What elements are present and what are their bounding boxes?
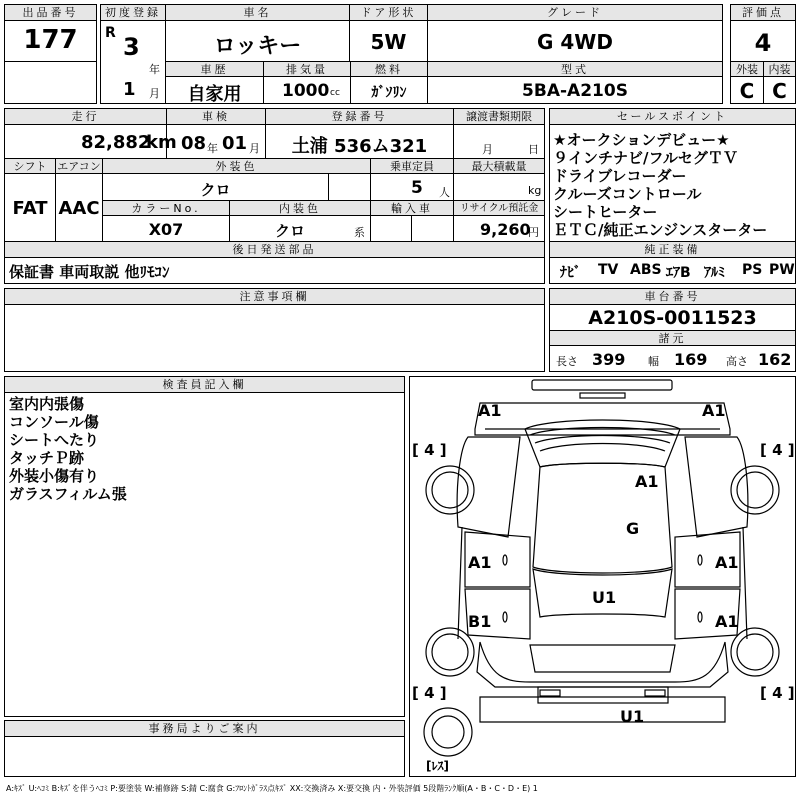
tire-tread-rear-right: [ 4 ] [760, 684, 795, 702]
inspector-label: 検査員記入欄 [4, 376, 405, 393]
chassis-number: A210S-0011523 [588, 307, 757, 329]
interior-color-label: 内装色 [229, 200, 371, 216]
equipment-cell [549, 257, 796, 284]
door-type: 5W [370, 30, 407, 54]
length: 399 [592, 350, 626, 369]
recycle-deposit-cell [453, 215, 545, 242]
exterior-grade-cell [730, 76, 764, 104]
interior-color-unit: 系 [354, 226, 365, 239]
office-cell [4, 736, 405, 777]
sales-point-item: ドライブレコーダー [553, 167, 687, 185]
door-cell [349, 20, 428, 62]
exterior-color-cell [102, 173, 329, 201]
sales-points-label: セールスポイント [549, 108, 796, 125]
air-conditioner-label: エアコン [55, 158, 103, 174]
sales-point-item: ＥＴＣ/純正エンジンスターター [553, 221, 768, 239]
car-diagram-drawing [410, 377, 795, 776]
recycle-deposit-label: リサイクル預託金 [453, 200, 545, 216]
equipment-navi: ﾅﾋﾞ [560, 265, 581, 281]
lot-number: 177 [23, 25, 78, 55]
color-number-cell [102, 215, 230, 242]
fuel-cell [350, 76, 428, 104]
width: 169 [674, 350, 708, 369]
damage-diagram [409, 376, 796, 777]
damage-mark: U1 [620, 707, 645, 726]
damage-mark: A1 [635, 472, 659, 491]
damage-mark: A1 [715, 612, 739, 631]
mileage-cell [4, 124, 177, 159]
shift-label: シフト [4, 158, 56, 174]
damage-mark: A1 [702, 401, 726, 420]
length-label: 長さ [556, 355, 578, 368]
max-load-unit: kg [528, 184, 542, 197]
equipment-airbag: ｴｱB [666, 265, 691, 281]
sales-point-item: ９インチナビ/フルセグＴＶ [553, 149, 738, 167]
recycle-deposit-unit: 円 [528, 226, 539, 239]
history-cell [165, 76, 264, 104]
seats-unit: 人 [439, 186, 450, 199]
inspection-label: 車検 [166, 108, 266, 125]
exterior-color: クロ [200, 181, 231, 199]
equipment-tv: TV [598, 262, 619, 278]
overall-score: 4 [754, 29, 772, 57]
registration-number: 土浦 536ム321 [291, 136, 428, 157]
history: 自家用 [187, 84, 242, 105]
inspector-note: ガラスフィルム張 [9, 485, 127, 503]
accessories-text: 保証書 車両取説 他ﾘﾓｺﾝ [9, 263, 170, 281]
sales-point-item: シートヒーター [553, 203, 658, 221]
model-code: 5BA-A210S [522, 81, 628, 101]
inspector-note: 外装小傷有り [9, 467, 100, 485]
exterior-grade: C [739, 79, 755, 103]
fuel-label: 燃料 [350, 61, 428, 77]
inspector-note: タッチＰ跡 [9, 449, 85, 467]
inspection-year-unit: 年 [207, 142, 218, 155]
lot-number-cell [4, 20, 97, 62]
shift: FAT [12, 198, 48, 219]
interior-grade-label: 内装 [763, 61, 796, 77]
notes-label: 注意事項欄 [4, 288, 545, 305]
damage-mark: A1 [468, 553, 492, 572]
inspection-month: 01 [222, 133, 248, 154]
registration-number-cell [265, 124, 454, 159]
car-name-label: 車名 [165, 4, 350, 21]
tire-tread-front-right: [ 4 ] [760, 441, 795, 459]
seats: 5 [411, 178, 423, 198]
transfer-deadline-label: 譲渡書類期限 [453, 108, 545, 125]
damage-mark: G [626, 519, 640, 538]
notes-cell [4, 304, 545, 372]
width-label: 幅 [648, 355, 659, 368]
displacement-unit: cc [330, 88, 340, 98]
interior-color: クロ [274, 222, 305, 240]
color-number: X07 [148, 220, 184, 239]
seats-cell [370, 173, 454, 201]
damage-mark: U1 [592, 588, 617, 607]
inspector-note: 室内内張傷 [9, 395, 85, 413]
seats-label: 乗車定員 [370, 158, 454, 174]
mileage: 82,882 [81, 132, 151, 153]
import-cell-a [370, 215, 412, 242]
registration-number-label: 登録番号 [265, 108, 454, 125]
recycle-deposit: 9,260 [480, 220, 531, 239]
height: 162 [758, 350, 792, 369]
door-label: ドア形状 [349, 4, 428, 21]
month-unit: 月 [149, 87, 160, 100]
model-label: 型式 [427, 61, 723, 77]
sales-point-item: クルーズコントロール [553, 185, 702, 203]
grade-cell [427, 20, 723, 62]
specs-label: 諸元 [549, 330, 796, 346]
equipment-pw: PW [769, 262, 795, 278]
import-cell-b [411, 215, 454, 242]
max-load-label: 最大積載量 [453, 158, 545, 174]
displacement: 1000 [282, 81, 330, 101]
damage-mark: A1 [715, 553, 739, 572]
height-label: 高さ [726, 355, 748, 368]
grade-label: グレード [427, 4, 723, 21]
inspection-year: 08 [181, 133, 207, 154]
exterior-color-label: 外装色 [102, 158, 371, 174]
score-cell [730, 20, 796, 62]
sales-points-list [549, 124, 796, 242]
car-name-cell [165, 20, 350, 62]
grade: G 4WD [537, 30, 613, 54]
equipment-label: 純正装備 [549, 241, 796, 258]
interior-grade: C [772, 79, 787, 103]
tire-tread-front-left: [ 4 ] [412, 441, 447, 459]
score-label: 評価点 [730, 4, 796, 21]
spare-tire-label: [ﾚｽ] [426, 759, 449, 773]
tire-tread-rear-left: [ 4 ] [412, 684, 447, 702]
exterior-color-extra-cell [328, 173, 371, 201]
sales-point-item: ★オークションデビュー★ [553, 131, 730, 149]
air-conditioner: AAC [58, 198, 100, 219]
import-label: 輸入車 [370, 200, 454, 216]
interior-grade-cell [763, 76, 796, 104]
first-registration-cell [100, 20, 166, 104]
inspector-note: コンソール傷 [9, 413, 99, 431]
air-conditioner-cell [55, 173, 103, 242]
model-cell [427, 76, 723, 104]
transfer-month-unit: 月 [482, 143, 493, 156]
inspection-month-unit: 月 [249, 142, 260, 155]
mileage-label: 走行 [4, 108, 167, 125]
mileage-unit: km [146, 132, 177, 153]
lot-blank-cell [4, 61, 97, 104]
first-registration-label: 初度登録 [100, 4, 166, 21]
inspector-note: シートへたり [9, 431, 100, 449]
inspector-notes [4, 392, 405, 717]
displacement-label: 排気量 [263, 61, 351, 77]
equipment-ps: PS [742, 262, 763, 278]
shift-cell [4, 173, 56, 242]
inspection-cell [166, 124, 266, 159]
damage-mark: A1 [478, 401, 502, 420]
equipment-alloy: ｱﾙﾐ [704, 265, 725, 281]
transfer-deadline-cell [453, 124, 545, 159]
interior-color-cell [229, 215, 371, 242]
accessories-cell [4, 257, 545, 284]
fuel: ｶﾞｿﾘﾝ [371, 85, 407, 101]
color-number-label: カラーNo. [102, 200, 230, 216]
history-label: 車歴 [165, 61, 264, 77]
exterior-grade-label: 外装 [730, 61, 764, 77]
office-label: 事務局よりご案内 [4, 720, 405, 737]
max-load-cell [453, 173, 545, 201]
chassis-cell [549, 304, 796, 331]
transfer-day-unit: 日 [528, 143, 539, 156]
chassis-label: 車台番号 [549, 288, 796, 305]
equipment-abs: ABS [630, 262, 662, 278]
registration-year: 3 [123, 33, 140, 61]
accessories-label: 後日発送部品 [4, 241, 545, 258]
legend: A:ｷｽﾞ U:ﾍｺﾐ B:ｷｽﾞを伴うﾍｺﾐ P:要塗装 W:補修跡 S:錆 C:腐食 G:ﾌﾛﾝﾄｶﾞﾗｽ点ｷｽﾞ XX:交換済み X:要交換 内・外装評価 5段階ﾗﾝｸ順(A・B・C・D・E) 1 [6, 784, 538, 793]
displacement-cell [263, 76, 351, 104]
registration-month: 1 [123, 79, 136, 100]
damage-mark: B1 [468, 612, 492, 631]
lot-number-label: 出品番号 [4, 4, 97, 21]
specs-cell [549, 345, 796, 372]
era: R [105, 25, 116, 41]
car-name: ロッキー [213, 34, 302, 59]
year-unit: 年 [149, 63, 160, 76]
